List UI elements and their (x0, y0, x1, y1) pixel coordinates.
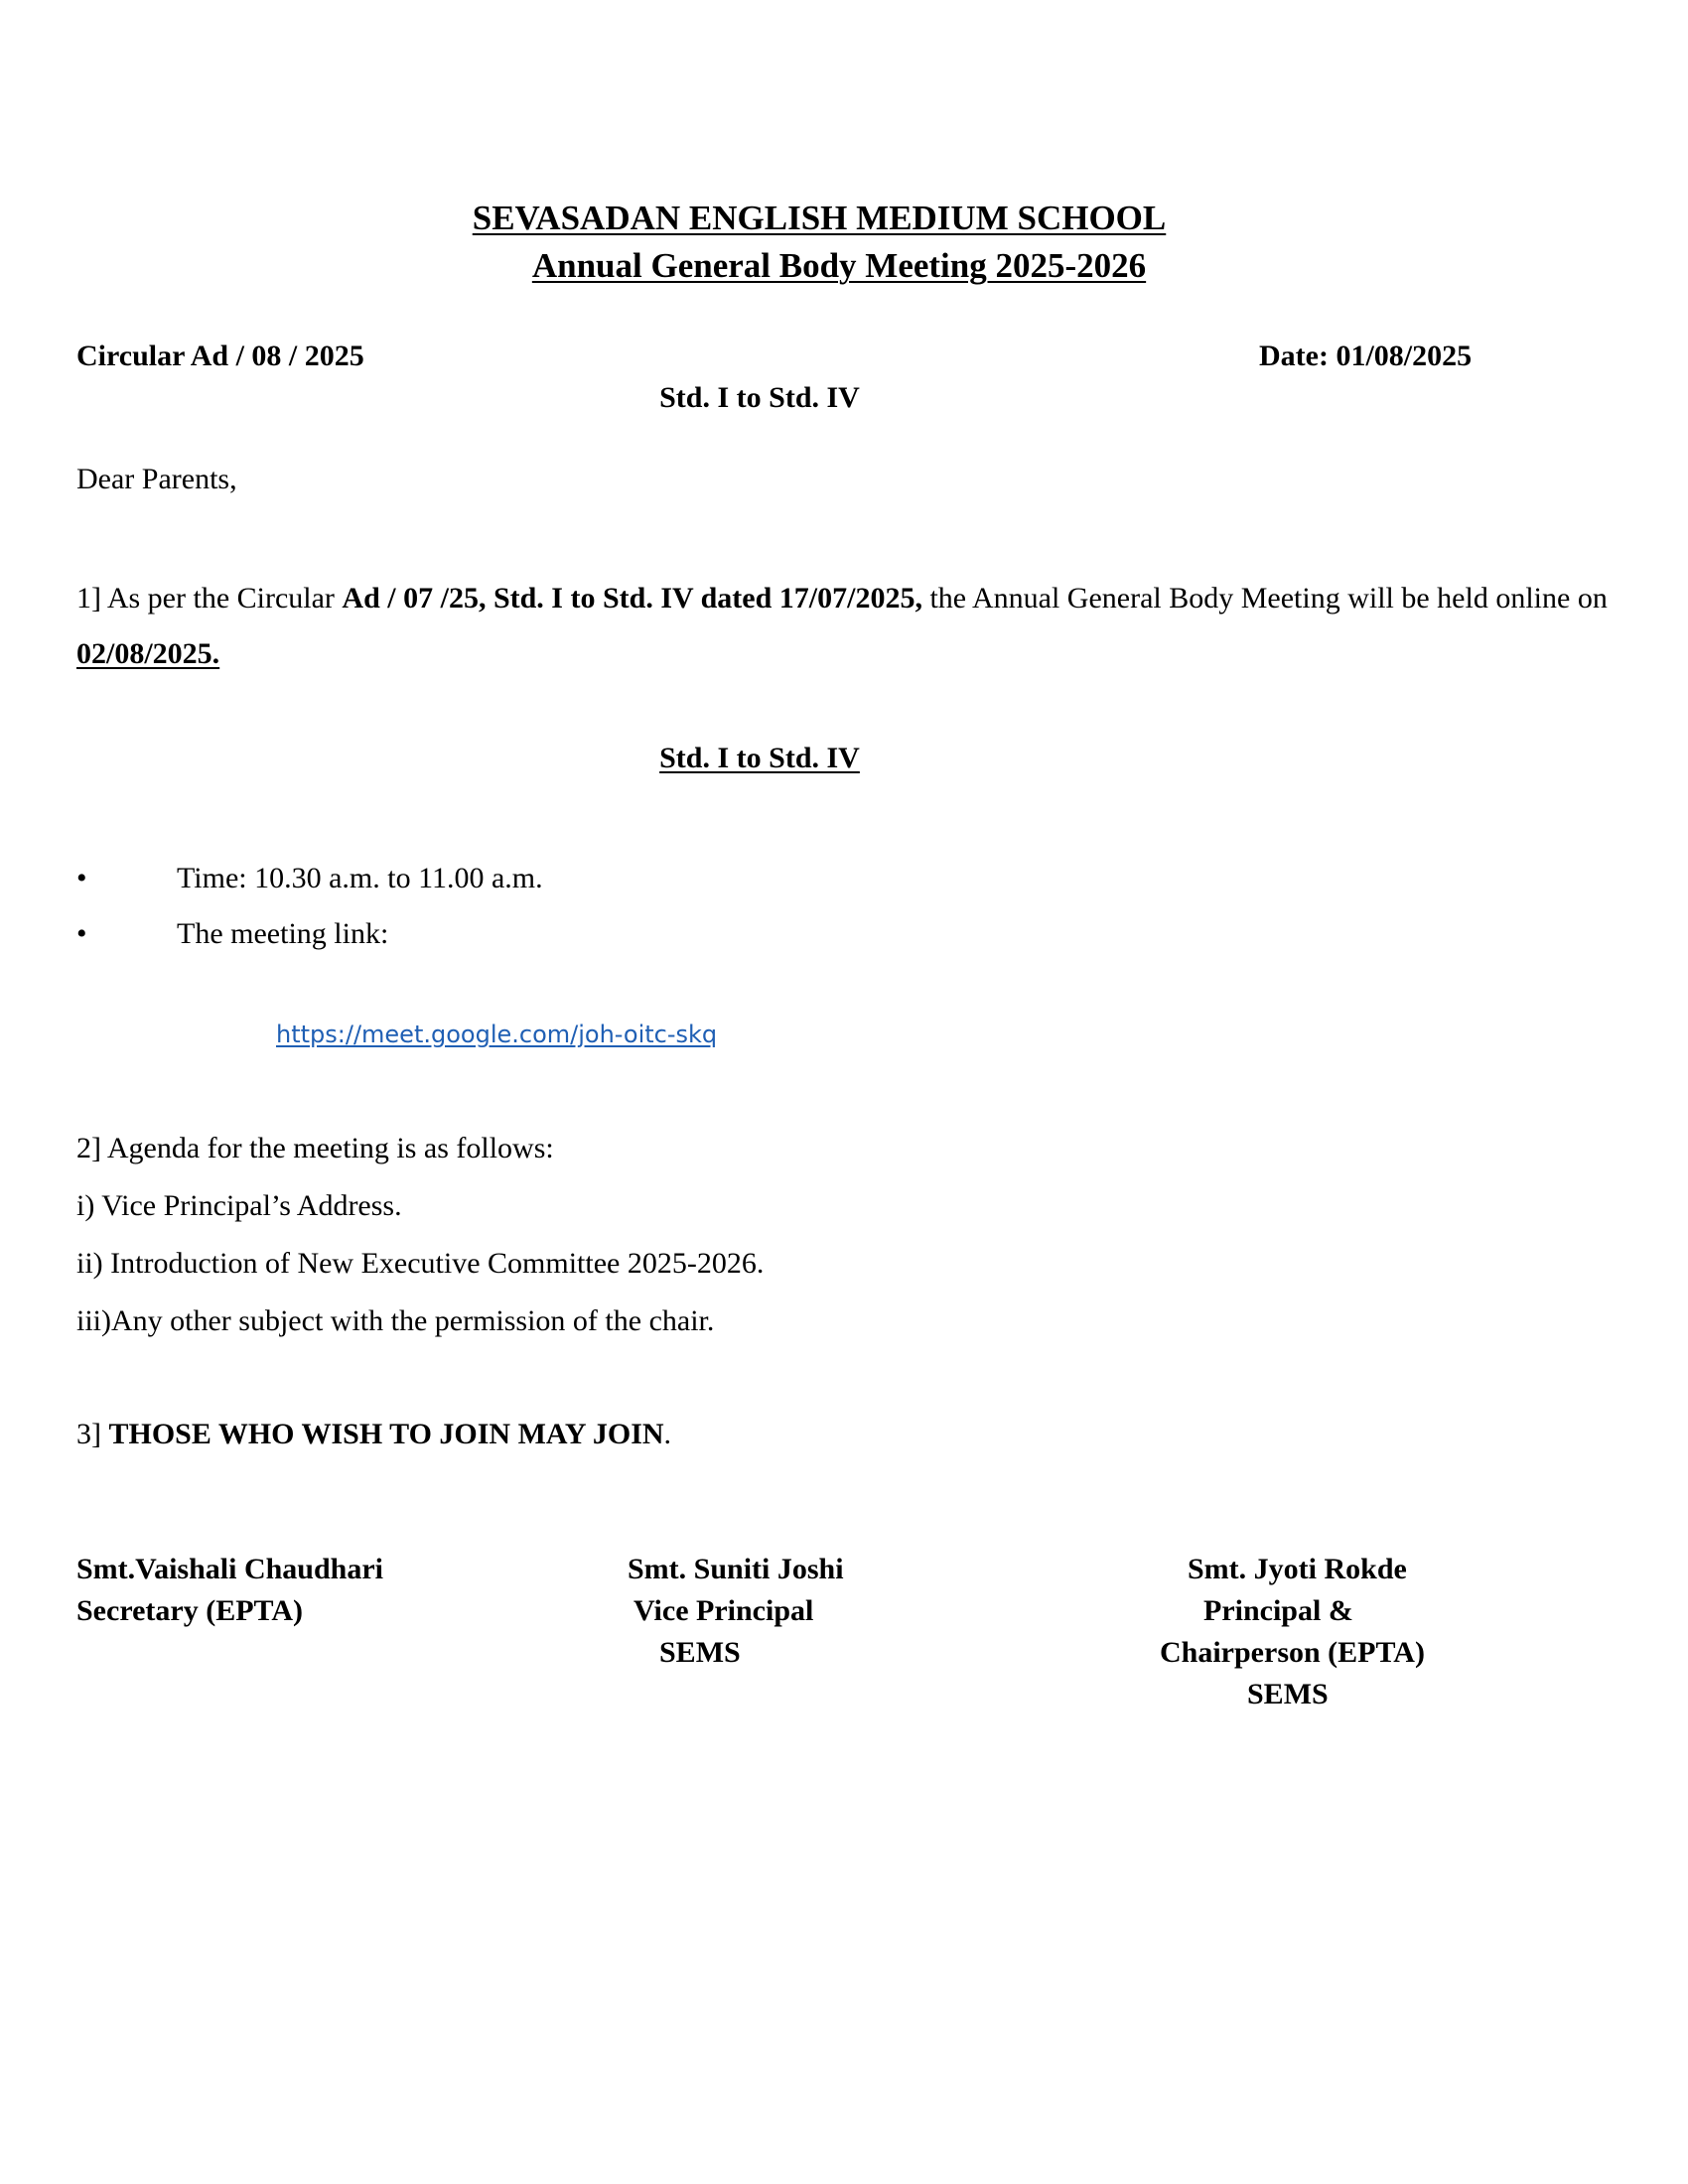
join-note-prefix: 3] (76, 1418, 109, 1450)
meeting-date: 02/08/2025. (76, 637, 220, 670)
agenda-item: i) Vice Principal’s Address. (76, 1189, 402, 1222)
circular-number: Circular Ad / 08 / 2025 (76, 340, 364, 372)
signatory-name: Smt. Jyoti Rokde (1188, 1553, 1407, 1585)
agenda-intro: 2] Agenda for the meeting is as follows: (76, 1132, 554, 1164)
school-name: SEVASADAN ENGLISH MEDIUM SCHOOL (472, 199, 1167, 237)
circular-reference: Ad / 07 /25, Std. I to Std. IV dated 17/07/2025, (342, 582, 922, 614)
signatory-title: Secretary (EPTA) (76, 1594, 303, 1627)
bullet-meeting-link-label: The meeting link: (177, 917, 389, 950)
bullet-time: Time: 10.30 a.m. to 11.00 a.m. (177, 862, 543, 894)
standards-line: Std. I to Std. IV (659, 381, 860, 414)
signatory-name: Smt.Vaishali Chaudhari (76, 1553, 383, 1585)
paragraph-1-prefix: 1] As per the Circular (76, 582, 343, 614)
signatory-title: Vice Principal (633, 1594, 814, 1627)
agenda-item: iii)Any other subject with the permission of the chair. (76, 1304, 715, 1337)
signatory-title: Principal & (1203, 1594, 1353, 1627)
bullet-symbol: • (76, 917, 87, 950)
meeting-link[interactable]: https://meet.google.com/joh-oitc-skq (276, 1021, 718, 1048)
paragraph-1 (76, 571, 1625, 682)
bullet-symbol: • (76, 862, 87, 894)
section-heading: Std. I to Std. IV (659, 742, 860, 774)
signatory-name: Smt. Suniti Joshi (628, 1553, 844, 1585)
signatory-organization: SEMS (659, 1636, 741, 1669)
paragraph-1-middle: the Annual General Body Meeting will be held online on (921, 582, 1608, 614)
join-note (76, 1418, 671, 1451)
circular-date: Date: 01/08/2025 (1259, 340, 1473, 372)
join-note-suffix: . (663, 1418, 672, 1450)
salutation: Dear Parents, (76, 463, 237, 495)
signatory-title: Chairperson (EPTA) (1160, 1636, 1425, 1669)
meeting-title: Annual General Body Meeting 2025-2026 (531, 246, 1147, 285)
agenda-item: ii) Introduction of New Executive Committee 2025-2026. (76, 1247, 765, 1280)
signatory-organization: SEMS (1247, 1678, 1329, 1710)
join-note-text: THOSE WHO WISH TO JOIN MAY JOIN (108, 1418, 664, 1450)
